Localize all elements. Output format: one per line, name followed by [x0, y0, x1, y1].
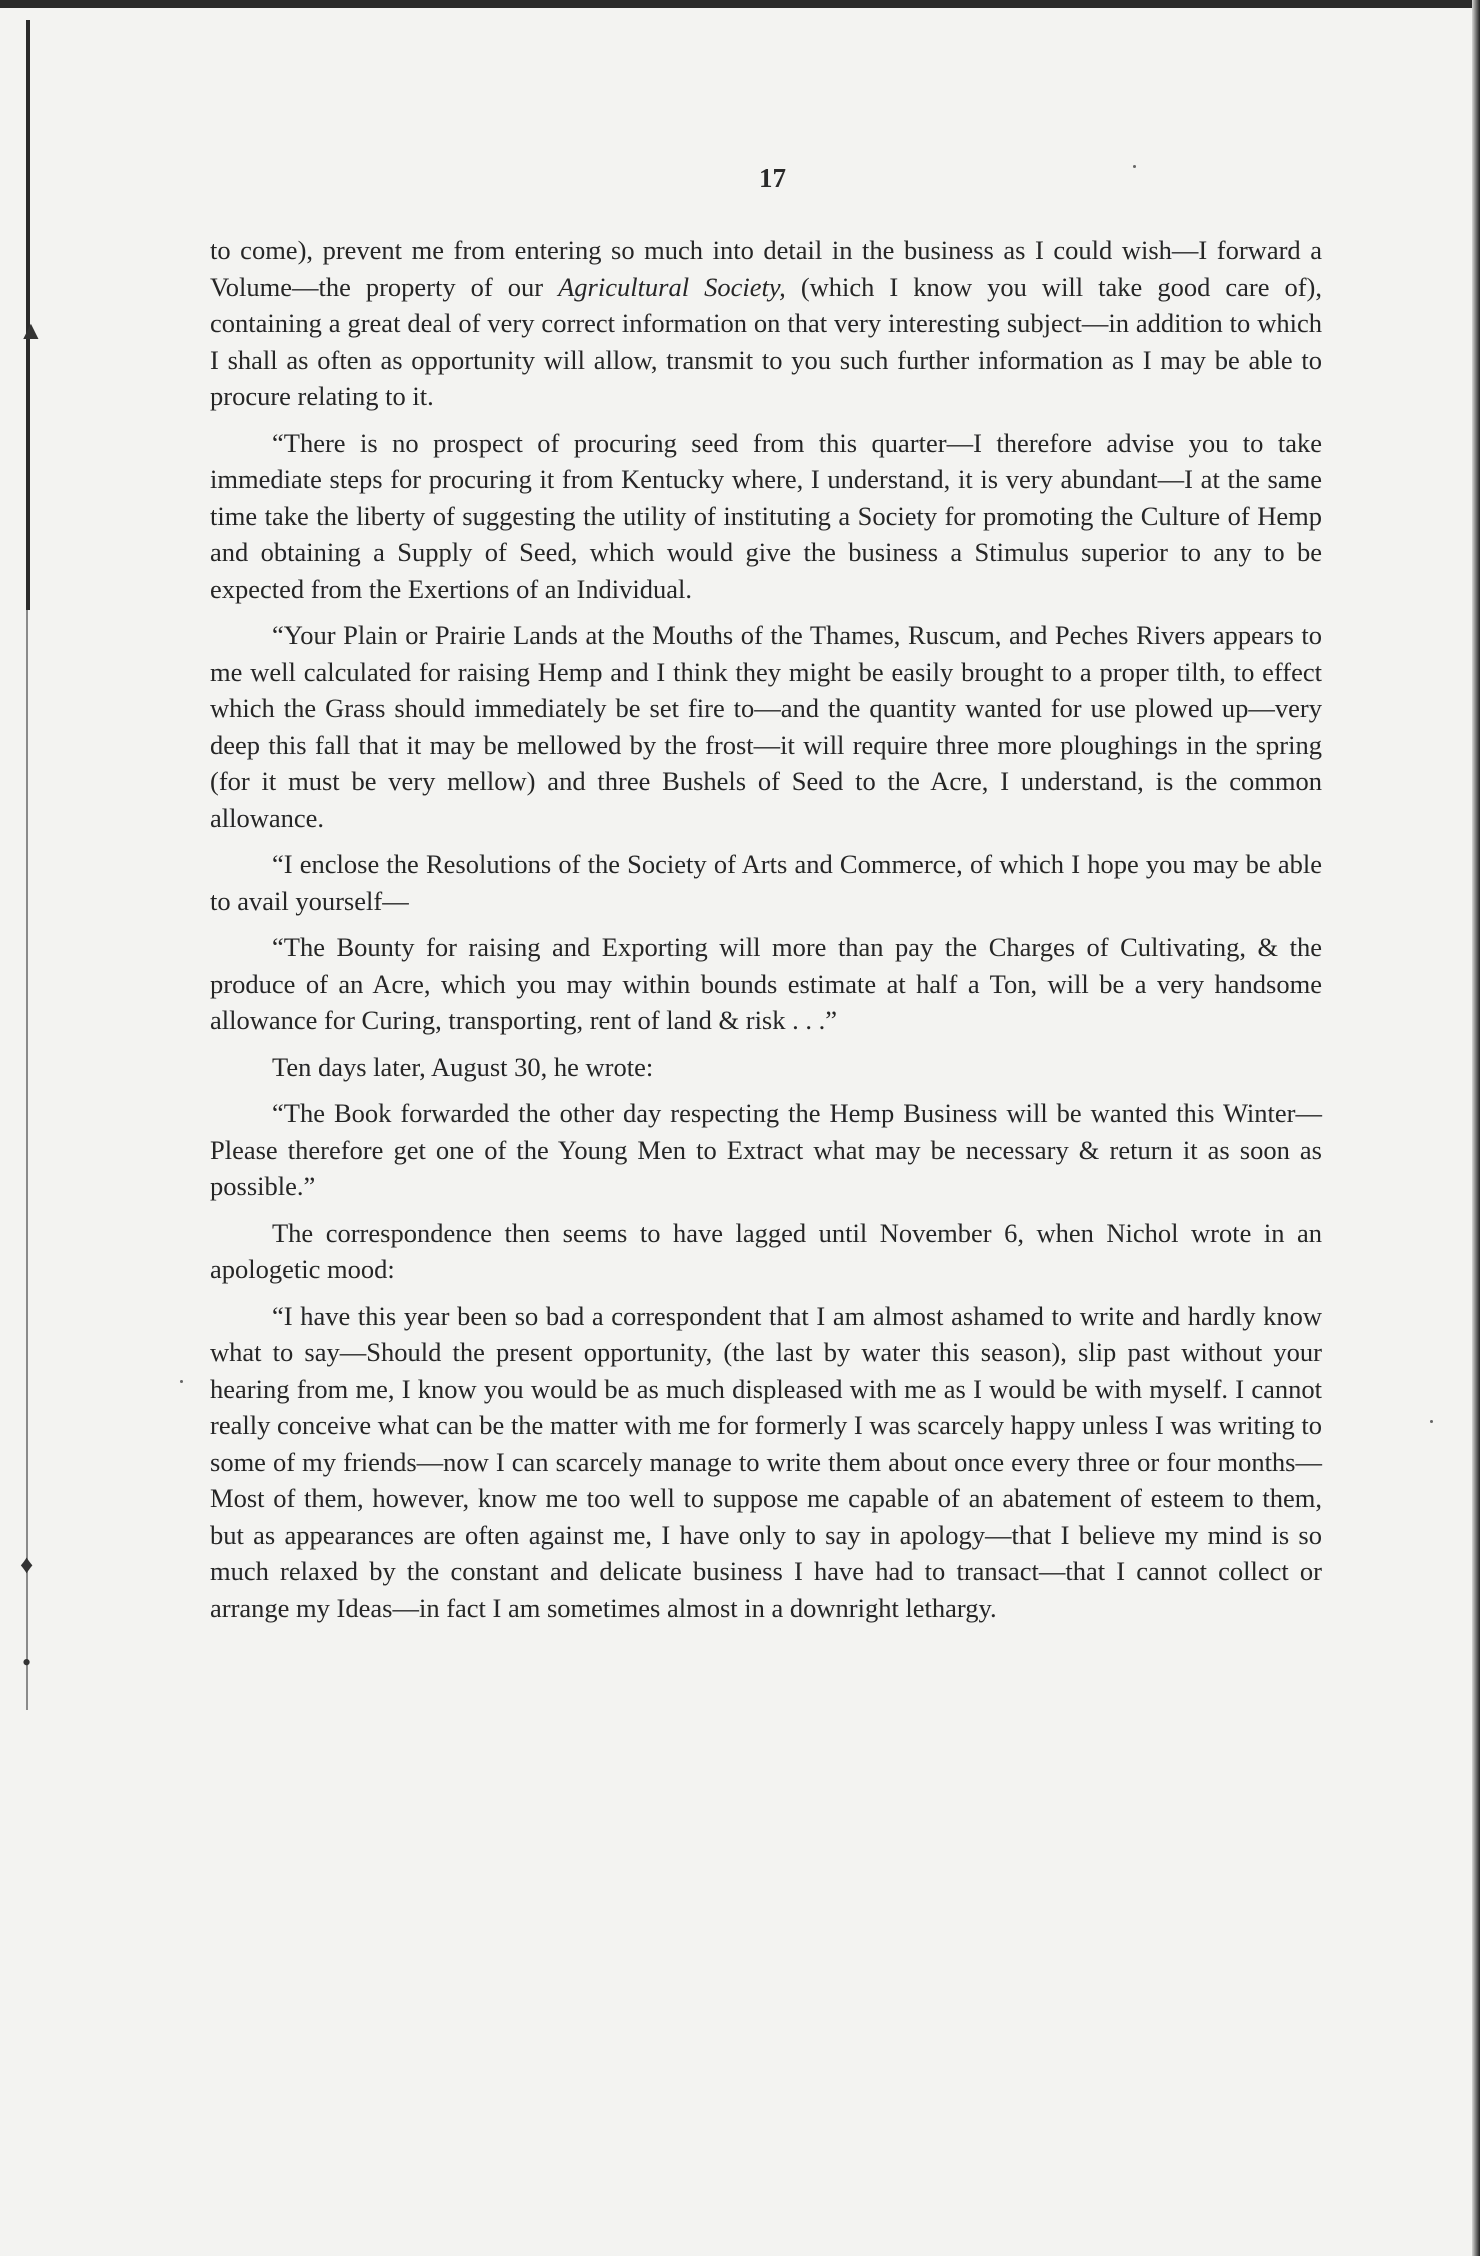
paragraph: “The Bounty for raising and Exporting will more than pay the Charges of Cultivating, & the produce of an Acre, which you may within bounds estimate at half a Ton, will be a very handsome allowance for Curing, transporting, rent of land & risk . . .”	[210, 932, 1322, 1035]
scan-top-edge	[0, 0, 1480, 8]
body-text	[210, 232, 1322, 1636]
paragraph: “Your Plain or Prairie Lands at the Mouths of the Thames, Ruscum, and Peches Rivers appears to me well calculated for raising Hemp and I think they might be easily brought to a proper tilth, to effect which the Grass should immediately be set fire to—and the quantity wanted for use plowed up—very deep this fall that it may be mellowed by the frost—it will require three more ploughings in the spring (for it must be very mellow) and three Bushels of Seed to the Acre, I understand, is the common allowance.	[210, 620, 1322, 833]
binding-margin-line-lower	[26, 610, 28, 1710]
page-number: 17	[759, 163, 786, 193]
scan-speck	[180, 1380, 183, 1383]
paragraph: “I have this year been so bad a correspondent that I am almost ashamed to write and hardly know what to say—Should the present opportunity, (the last by water this season), slip past without your hearing from me, I know you would be as much displeased with me as I would be with myself. I cannot really conceive what can be the matter with me for formerly I was scarcely happy unless I was writing to some of my friends—now I can scarcely manage to write them about once every three or four months—Most of them, however, know me too well to suppose me capable of an abatement of esteem to them, but as appearances are often against me, I have only to say in apology—that I believe my mind is so much relaxed by the constant and delicate business I have had to transact—that I cannot collect or arrange my Ideas—in fact I am sometimes almost in a downright lethargy.	[210, 1300, 1322, 1623]
scan-right-edge	[1472, 0, 1480, 2256]
paragraph-continuation	[210, 232, 1322, 415]
paragraph-text: (which I know you will take good care of), containing a great deal of very correct information on that very interesting subject—in addition to which I shall as often as opportunity will allow, transmit to you such further information as I may be able to procure relating to it.	[210, 271, 1322, 411]
paragraph: Ten days later, August 30, he wrote:	[272, 1051, 654, 1082]
paragraph-text: to come), prevent me from entering so much into detail in the business as I could wish—I forward a Volume—the property of our	[210, 235, 1322, 302]
society-name-italic: Agricultural Society,	[558, 271, 786, 302]
margin-tick-mark: •	[22, 1648, 32, 1677]
margin-dot-mark: ♦	[20, 1550, 34, 1579]
paragraph: The correspondence then seems to have lagged until November 6, when Nichol wrote in an apologetic mood:	[210, 1217, 1322, 1284]
binding-margin-line	[26, 20, 30, 610]
margin-arrow-mark: ▲	[18, 316, 44, 345]
scan-speck	[1430, 1420, 1433, 1423]
paragraph: “The Book forwarded the other day respecting the Hemp Business will be wanted this Winter—Please therefore get one of the Young Men to Extract what may be necessary & return it as soon as possible.”	[210, 1098, 1322, 1201]
paragraph: “I enclose the Resolutions of the Society of Arts and Commerce, of which I hope you may be able to avail yourself—	[210, 849, 1322, 916]
paragraph: “There is no prospect of procuring seed from this quarter—I therefore advise you to take immediate steps for procuring it from Kentucky where, I understand, it is very abundant—I at the same time take the liberty of suggesting the utility of instituting a Society for promoting the Culture of Hemp and obtaining a Supply of Seed, which would give the business a Stimulus superior to any to be expected from the Exertions of an Individual.	[210, 427, 1322, 604]
